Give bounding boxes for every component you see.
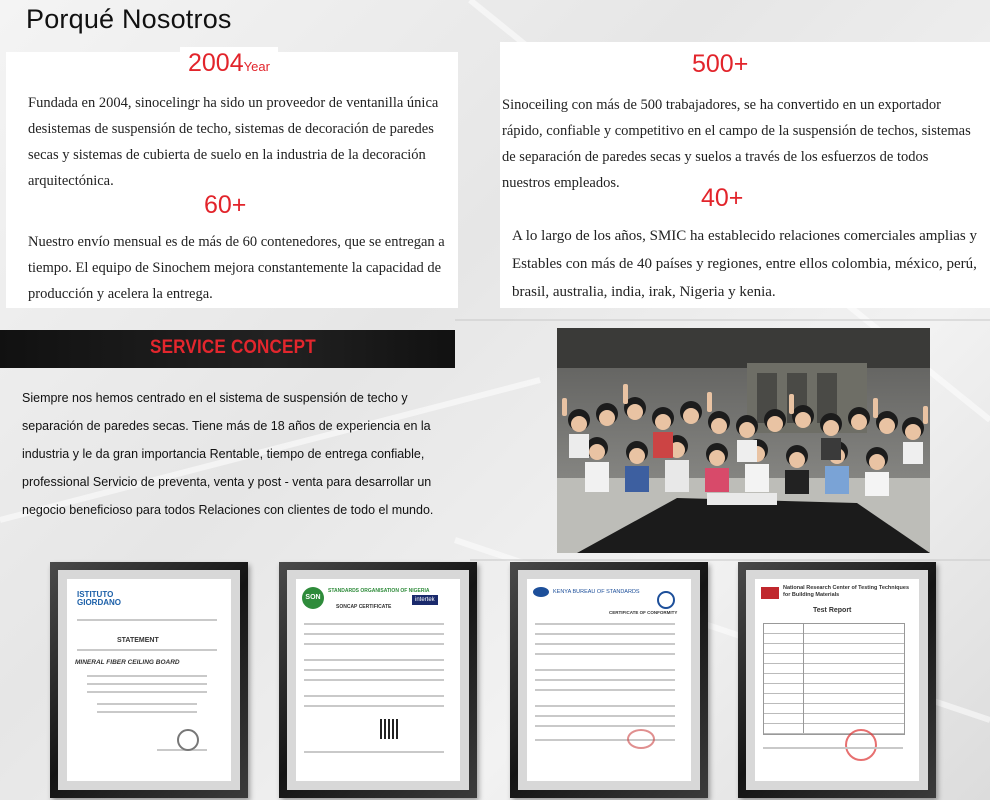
- certificate-frame-kebs: [510, 562, 708, 798]
- team-photo: [557, 328, 930, 553]
- kebs-mark-icon: [657, 591, 675, 609]
- certificate-frame-istituto-giordano: [50, 562, 248, 798]
- stat-founded: [180, 47, 278, 83]
- stat-workers: [684, 48, 756, 80]
- certificate-header: National Research Center of Testing Techniques for Building Materials: [783, 585, 910, 598]
- countries-paragraph: A lo largo de los años, SMIC ha establecido relaciones comerciales amplias y Estables con más de 40 países y regiones, entre ellos colombia, méxico, perú, brasil, australia, india, irak, Nigeria y kenia.: [512, 228, 978, 300]
- ncm-logo-icon: [761, 587, 779, 599]
- certificate-header: STANDARDS ORGANISATION OF NIGERIA: [328, 588, 430, 594]
- stat-founded-number: 2004: [188, 49, 244, 77]
- certificate-kebs: [527, 579, 691, 781]
- stat-countries-number: 40+: [701, 184, 744, 212]
- kebs-logo-icon: [533, 587, 549, 597]
- certificate-istituto-giordano: [67, 579, 231, 781]
- certificate-soncap: [296, 579, 460, 781]
- stat-containers-number: 60+: [204, 191, 247, 219]
- qr-code-icon: [380, 719, 400, 739]
- stat-containers: [196, 189, 254, 221]
- stat-countries: [693, 182, 751, 214]
- certificate-seal-icon: [177, 729, 199, 751]
- stamp-icon: [627, 729, 655, 749]
- workers-paragraph: Sinoceiling con más de 500 trabajadores, se ha convertido en un exportador rápido, confiable y competitivo en el campo de la suspensión de techos, sistemas de separación de paredes secas y suelos a través de los esfuerzos de todos nuestros empleados.: [502, 97, 971, 191]
- containers-paragraph: Nuestro envío mensual es de más de 60 contenedores, que se entregan a tiempo. El equipo de Sinochem mejora constantemente la capacidad de producción y acelera la entrega.: [28, 234, 445, 302]
- service-concept-text: Siempre nos hemos centrado en el sistema de suspensión de techo y separación de paredes secas. Tiene más de 18 años de experiencia en la industria y le da gran importancia Rentable, tiempo de entrega confiable, professional Servicio de preventa, venta y post - venta para desarrollar un negocio beneficioso para todos Relaciones con clientes de todo el mundo.: [22, 391, 434, 517]
- certificate-subtitle: STATEMENT: [117, 637, 159, 644]
- intertek-badge: intertek: [412, 595, 438, 605]
- son-logo-icon: SON: [302, 587, 324, 609]
- stat-founded-unit: Year: [243, 59, 270, 74]
- service-concept-title: SERVICE CONCEPT: [150, 337, 316, 358]
- certificate-header: ISTITUTO GIORDANO: [77, 590, 121, 607]
- certificate-frame-soncap: [279, 562, 477, 798]
- founded-paragraph: Fundada en 2004, sinocelingr ha sido un proveedor de ventanilla única desistemas de suspensión de techo, sistemas de decoración de paredes secas y sistemas de cubierta de suelo en la industria de la decoración arquitectónica.: [28, 95, 439, 189]
- certificate-product: MINERAL FIBER CEILING BOARD: [75, 659, 180, 666]
- page-title: Porqué Nosotros: [26, 4, 232, 34]
- certificate-subtitle: CERTIFICATE OF CONFORMITY: [609, 610, 678, 615]
- certificate-subtitle: Test Report: [813, 607, 852, 614]
- certificate-subtitle: SONCAP CERTIFICATE: [336, 604, 392, 610]
- stat-workers-number: 500+: [692, 50, 749, 78]
- certificate-test-report: [755, 579, 919, 781]
- certificate-frame-test-report: [738, 562, 936, 798]
- stamp-icon: [845, 729, 877, 761]
- certificate-header: KENYA BUREAU OF STANDARDS: [553, 589, 640, 595]
- report-table: [763, 623, 905, 735]
